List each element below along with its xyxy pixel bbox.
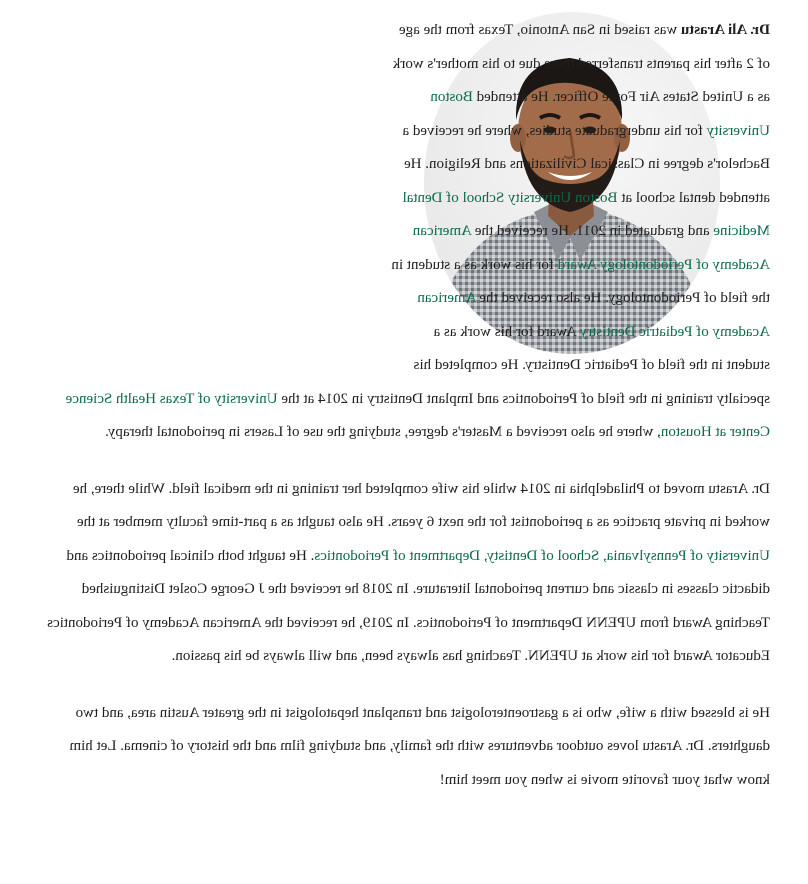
photo-spacer <box>35 14 391 356</box>
bio-text-run: Dr. Arastu moved to Philadelphia in 2014 while his wife completed her training in the medical field. While there, he worked in private practice as a periodontist for the next 6 years. He also taught as a part-time faculty member at the <box>72 480 770 530</box>
link-bu-dental-medicine[interactable]: Boston University School of Dental Medicine <box>402 189 770 239</box>
link-boston-university[interactable]: Boston University <box>430 89 770 139</box>
bio-text-run: for his undergraduate studies, where he received a Bachelor's degree in Classical Civilizations and Religion. He attended dental school at <box>402 122 770 206</box>
link-aap-award[interactable]: American Academy of Periodontology Award <box>412 223 770 273</box>
link-uthealth-houston[interactable]: University of Texas Health Science Center at Houston <box>65 390 770 440</box>
bio-text <box>35 14 770 820</box>
bio-paragraph-3: He is blessed with a wife, who is a gastroenterologist and transplant hepatologist in the greater Austin area, and two daughters. Dr. Arastu loves outdoor adventures with the family, and studying film and the history of cinema. Let him know what your favorite movie is when you meet him! <box>69 704 770 788</box>
bio-text-run: was raised in San Antonio, Texas from the age of 2 after his parents transferred there due to his mother's work as a United States Air Force Officer. He attended <box>392 22 770 105</box>
bio-paragraph-1 <box>35 14 770 450</box>
bio-text-run: and graduated in 2011. He received the <box>471 223 714 239</box>
bio-paragraph-2 <box>35 473 770 674</box>
link-upenn-periodontics[interactable]: University of Pennsylvania, School of Dentisty, Department of Periodontics <box>314 547 770 564</box>
bio-text-run: . He taught both clinical periodontics and didactic classes in classic and current periodontal literature. In 2018 he received the J George Coslet Distinguished Teaching Award from UPENN Department of Periodontics. In 2019, he received the American Academy of Periodontics Educator Award for his work at UPENN. Teaching has always been, and will always be his passion. <box>47 547 770 664</box>
bio-text-run: for his work as a student in the field of Periodontology. He also received the <box>391 256 770 306</box>
link-aapd[interactable]: American Academy of Pediatric Dentistry <box>417 290 770 340</box>
bio-text-run: Award for his work as a student in the field of Pediatric Dentistry. He completed his specialty training in the field of Periodontics and Implant Dentistry in 2014 at the <box>277 323 770 407</box>
doctor-name: Dr. Ali Arastu <box>680 22 770 38</box>
bio-text-run: , where he also received a Master's degree, studying the use of Lasers in periodontal therapy. <box>105 424 661 440</box>
